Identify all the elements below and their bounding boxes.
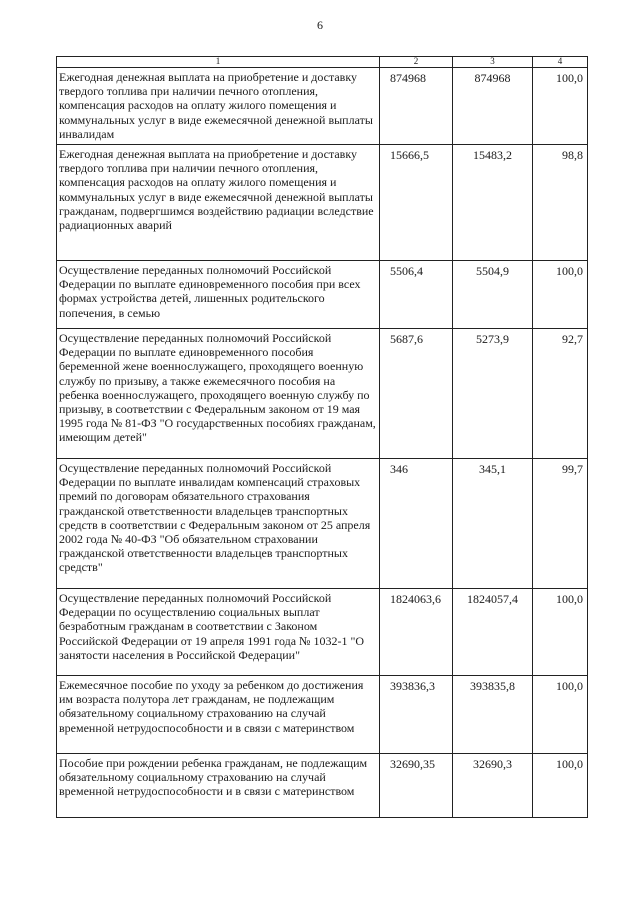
row-value-col2: 346 <box>380 459 453 589</box>
row-value-col2: 5506,4 <box>380 261 453 329</box>
row-value-col4: 100,0 <box>533 68 588 145</box>
row-description: Осуществление переданных полномочий Российской Федерации по выплате единовременного пособия при всех формах устройства детей, лишенных родительского попечения, в семью <box>57 261 380 329</box>
row-value-col2: 15666,5 <box>380 145 453 261</box>
table-row <box>57 676 588 754</box>
row-description: Осуществление переданных полномочий Российской Федерации по выплате единовременного пособия беременной жене военнослужащего, проходящего военную службу по призыву, а также ежемесячного пособия на ребенка военнослужащего, проходящего военную службу по призыву, в соответствии с Федеральным законом от 19 мая 1995 года № 81-ФЗ "О государственных пособиях гражданам, имеющим детей" <box>57 329 380 459</box>
row-value-col4: 92,7 <box>533 329 588 459</box>
table-row <box>57 329 588 459</box>
row-value-col3: 345,1 <box>453 459 533 589</box>
table-row <box>57 68 588 145</box>
column-header-1: 1 <box>57 57 380 68</box>
row-value-col3: 15483,2 <box>453 145 533 261</box>
row-description: Ежемесячное пособие по уходу за ребенком до достижения им возраста полутора лет гражданам, не подлежащим обязательному социальному страхованию на случай временной нетрудоспособности и в связи с материнством <box>57 676 380 754</box>
row-description: Осуществление переданных полномочий Российской Федерации по осуществлению социальных выплат безработным гражданам в соответствии с Законом Российской Федерации от 19 апреля 1991 года № 1032-1 "О занятости населения в Российской Федерации" <box>57 589 380 676</box>
row-description: Ежегодная денежная выплата на приобретение и доставку твердого топлива при наличии печного отопления, компенсация расходов на оплату жилого помещения и коммунальных услуг в виде ежемесячной денежной выплаты инвалидам <box>57 68 380 145</box>
row-description: Пособие при рождении ребенка гражданам, не подлежащим обязательному социальному страхованию на случай временной нетрудоспособности и в связи с материнством <box>57 754 380 818</box>
row-value-col3: 1824057,4 <box>453 589 533 676</box>
row-value-col4: 99,7 <box>533 459 588 589</box>
column-header-4: 4 <box>533 57 588 68</box>
table-row <box>57 459 588 589</box>
row-value-col3: 874968 <box>453 68 533 145</box>
budget-execution-table <box>56 56 588 818</box>
row-value-col4: 100,0 <box>533 261 588 329</box>
table-row <box>57 589 588 676</box>
row-value-col2: 32690,35 <box>380 754 453 818</box>
row-value-col4: 100,0 <box>533 754 588 818</box>
row-description: Осуществление переданных полномочий Российской Федерации по выплате инвалидам компенсаций страховых премий по договорам обязательного страхования гражданской ответственности владельцев транспортных средств в соответствии с Федеральным законом от 25 апреля 2002 года № 40-ФЗ "Об обязательном страховании гражданской ответственности владельцев транспортных средств" <box>57 459 380 589</box>
table-row <box>57 754 588 818</box>
page-number: 6 <box>317 18 323 32</box>
row-value-col2: 1824063,6 <box>380 589 453 676</box>
row-value-col2: 5687,6 <box>380 329 453 459</box>
column-header-3: 3 <box>453 57 533 68</box>
row-value-col3: 32690,3 <box>453 754 533 818</box>
row-value-col4: 100,0 <box>533 589 588 676</box>
row-description: Ежегодная денежная выплата на приобретение и доставку твердого топлива при наличии печного отопления, компенсация расходов на оплату жилого помещения и коммунальных услуг в виде ежемесячной денежной выплаты гражданам, подвергшимся воздействию радиации вследствие радиационных аварий <box>57 145 380 261</box>
row-value-col3: 5273,9 <box>453 329 533 459</box>
row-value-col2: 393836,3 <box>380 676 453 754</box>
row-value-col4: 100,0 <box>533 676 588 754</box>
row-value-col3: 393835,8 <box>453 676 533 754</box>
table-row <box>57 145 588 261</box>
row-value-col4: 98,8 <box>533 145 588 261</box>
row-value-col2: 874968 <box>380 68 453 145</box>
table-row <box>57 261 588 329</box>
row-value-col3: 5504,9 <box>453 261 533 329</box>
column-header-2: 2 <box>380 57 453 68</box>
table-header-row <box>57 57 588 68</box>
